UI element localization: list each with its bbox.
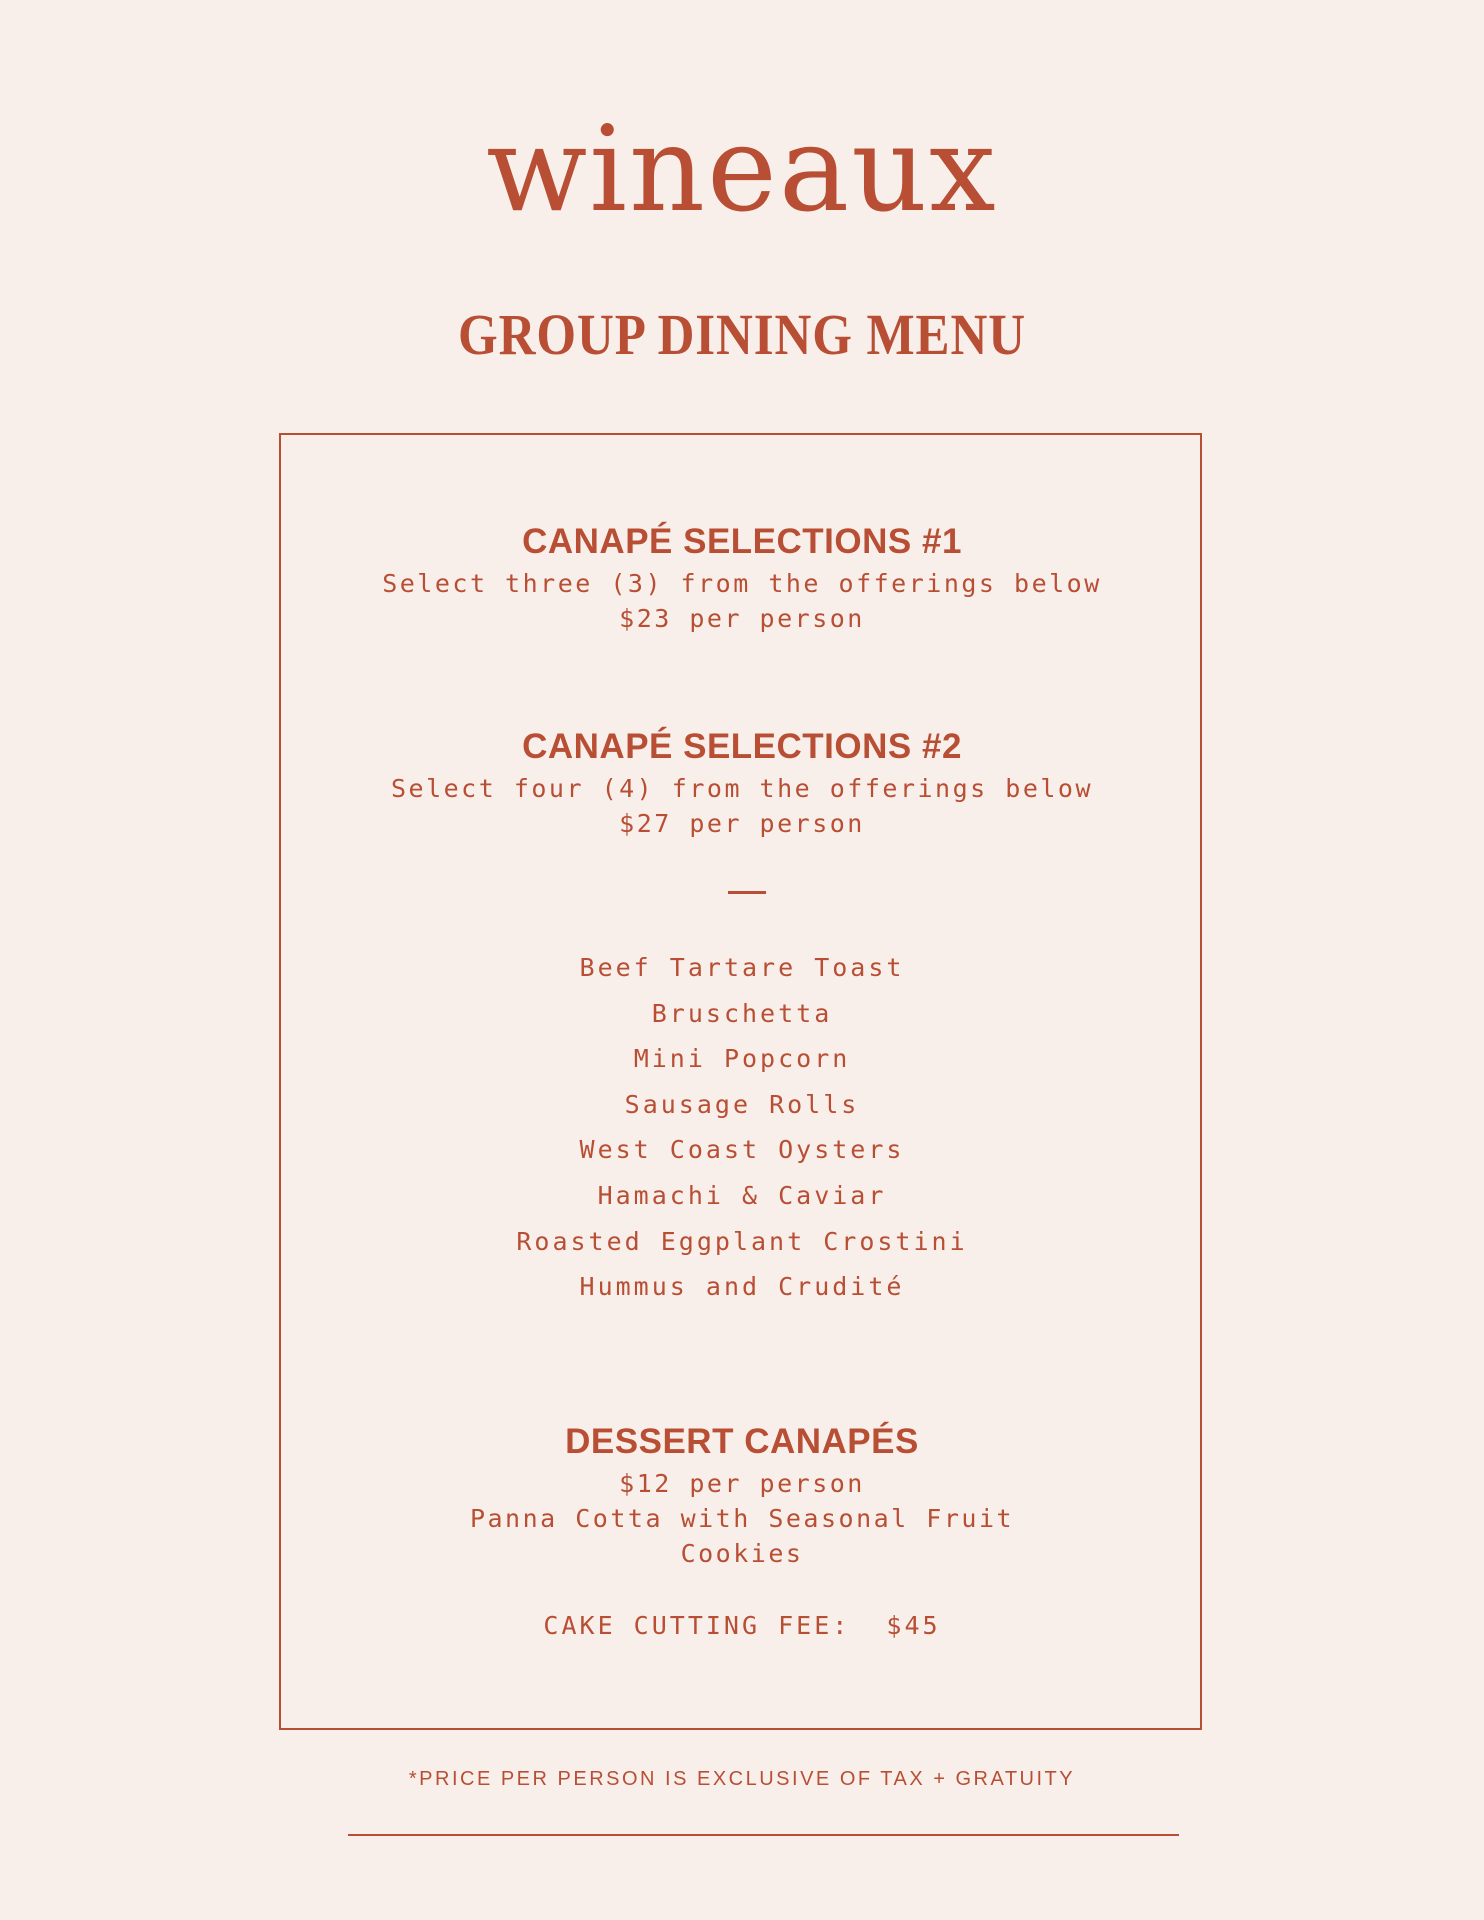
wineaux-logo: wineaux [486, 100, 998, 238]
list-item: Hamachi & Caviar [597, 1180, 887, 1210]
selection-instruction: Select three (3) from the offerings below [382, 569, 1102, 598]
section-heading: CANAPÉ SELECTIONS #2 [522, 727, 962, 766]
price-per-person: $23 per person [619, 604, 865, 633]
list-item: Sausage Rolls [624, 1089, 860, 1119]
price-per-person: $12 per person [619, 1469, 865, 1498]
cake-cutting-fee: CAKE CUTTING FEE: $45 [543, 1611, 941, 1640]
list-item: Hummus and Crudité [579, 1272, 905, 1302]
dessert-item: Cookies [680, 1539, 804, 1568]
canape-selections-1 [0, 524, 1484, 636]
list-item: Mini Popcorn [633, 1044, 851, 1074]
page-title: GROUP DINING MENU [458, 302, 1026, 367]
dessert-canapes [0, 1424, 1484, 1571]
list-item: Beef Tartare Toast [579, 953, 905, 982]
selection-instruction: Select four (4) from the offerings below [390, 774, 1094, 803]
list-item: Bruschetta [651, 998, 833, 1028]
dessert-item: Panna Cotta with Seasonal Fruit [469, 1504, 1015, 1533]
divider-dash [728, 891, 766, 894]
price-footnote: *PRICE PER PERSON IS EXCLUSIVE OF TAX + GRATUITY [408, 1768, 1076, 1790]
price-per-person: $27 per person [619, 809, 865, 838]
offerings-list [0, 945, 1484, 1310]
section-heading: CANAPÉ SELECTIONS #1 [522, 522, 962, 561]
list-item: West Coast Oysters [579, 1135, 905, 1165]
footer-rule [348, 1834, 1179, 1836]
canape-selections-2 [0, 729, 1484, 841]
section-heading: DESSERT CANAPÉS [565, 1422, 919, 1461]
list-item: Roasted Eggplant Crostini [516, 1226, 968, 1256]
